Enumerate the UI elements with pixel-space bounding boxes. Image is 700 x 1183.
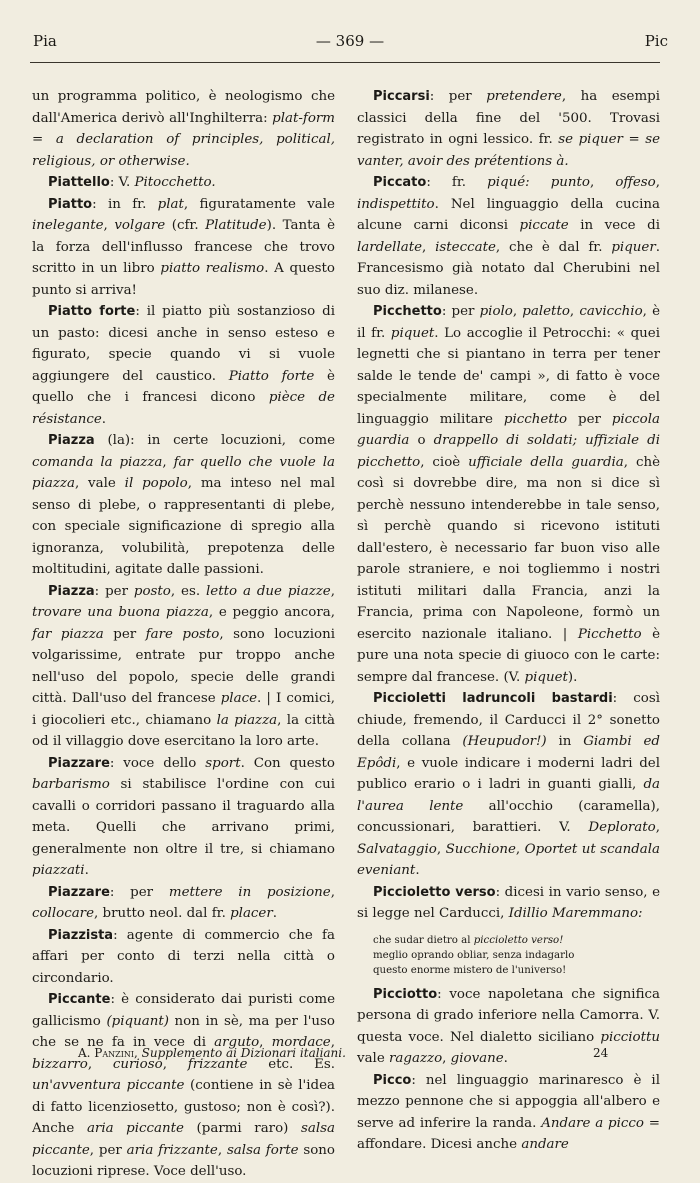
italic-text: inelegante bbox=[32, 218, 104, 233]
body-text: . bbox=[503, 1051, 508, 1066]
italic-text: aria frizzante bbox=[126, 1142, 218, 1158]
headword: Piatto bbox=[48, 196, 93, 212]
italic-text: far quello che vuole la piazza bbox=[32, 454, 335, 491]
left-column bbox=[32, 86, 335, 1183]
italic-text: la piazza bbox=[216, 712, 278, 728]
italic-text: pièce de résistance bbox=[32, 390, 335, 427]
body-text: . Lo accoglie il Petrocchi: « quei legnetti che si piantano in terra per tener salde le tende de' campi », di fatto è voce specialmente militare, come è del linguaggio militare bbox=[357, 325, 660, 427]
body-text: : per bbox=[429, 89, 487, 104]
body-text: : agente di commercio che fa affari per conto di terzi nella città o circondario. bbox=[32, 927, 335, 986]
italic-text: barbarismo bbox=[32, 777, 110, 792]
italic-text: plat-form = a declaration of principles, political, religious, or otherwise. bbox=[32, 110, 335, 169]
body-text: , per bbox=[89, 1142, 127, 1158]
body-text: , è il fr. bbox=[357, 304, 660, 341]
body-text: (contiene in sè l'idea di fatto licenziosetto, gustoso; non è così?). Anche bbox=[32, 1078, 335, 1136]
body-text: o bbox=[409, 433, 434, 448]
headword: Piccante bbox=[48, 992, 111, 1007]
body-text: (cfr. bbox=[165, 218, 206, 233]
body-text: , bbox=[162, 1056, 188, 1072]
italic-text: piquet bbox=[524, 669, 568, 685]
body-text: per bbox=[567, 411, 612, 427]
body-text: : per bbox=[94, 583, 134, 599]
page-number: — 369 — bbox=[315, 32, 385, 50]
dictionary-entry bbox=[357, 1070, 660, 1156]
body-text: . A questo punto si arriva! bbox=[32, 261, 335, 298]
body-text: , bbox=[217, 1142, 227, 1158]
dictionary-entry bbox=[32, 989, 335, 1183]
right-column bbox=[357, 86, 660, 1156]
body-text: : è considerato dai puristi come gallicismo bbox=[32, 992, 335, 1029]
dictionary-entry bbox=[357, 172, 660, 301]
body-text: , bbox=[422, 239, 436, 255]
footer-imprint bbox=[78, 1046, 346, 1060]
italic-text: aria piccante bbox=[86, 1121, 184, 1136]
headword: Piazzista bbox=[48, 927, 114, 943]
dictionary-entry bbox=[32, 925, 335, 990]
body-text: : il piatto più sostanzioso di un pasto: dicesi anche in senso esteso e figurato, specie quando vi si vuole aggiungere del caustico. bbox=[32, 304, 335, 384]
dictionary-entry bbox=[357, 86, 660, 172]
body-text: (parmi raro) bbox=[183, 1121, 301, 1136]
italic-text: mettere in posizione bbox=[168, 884, 331, 900]
italic-text: piquer bbox=[611, 239, 656, 255]
body-text: , bbox=[569, 304, 580, 319]
dictionary-entry bbox=[32, 581, 335, 753]
body-text: ). bbox=[567, 669, 578, 685]
body-text: è quello che i francesi dicono bbox=[32, 368, 335, 405]
italic-text: isteccate bbox=[435, 239, 496, 255]
italic-text: far piazza bbox=[32, 626, 104, 642]
body-text: , bbox=[162, 454, 174, 470]
body-text: , brutto neol. dal fr. bbox=[94, 906, 231, 921]
headword: Piccarsi bbox=[373, 89, 430, 104]
body-text: questo enorme mistero de l'universo! bbox=[373, 964, 567, 976]
body-text: . Nel linguaggio della cucina alcune carni diconsi bbox=[357, 196, 660, 233]
verse-line bbox=[373, 933, 660, 948]
body-text: , chè così si dovrebbe dire, ma non si dice sì perchè nessuno intenderebbe in tale senso, sì perchè quando si ricevono istituti dall'estero, è necessario far buon viso alle parole straniere, e noi togliemmo i nostri istituti militari dalla Francia, anzi la Francia, prima con Napoleone, formò un esercito nazionale italiano. | bbox=[357, 454, 661, 642]
headword: Piccato bbox=[373, 175, 427, 190]
body-text: per bbox=[103, 626, 146, 642]
italic-text: Deplorato bbox=[588, 820, 656, 835]
body-text: , bbox=[87, 1056, 113, 1072]
headword: Picchetto bbox=[373, 304, 442, 319]
body-text: , ha esempi classici della fine del '500. Trovasi registrato in ogni lessico. fr. bbox=[357, 89, 660, 147]
italic-text: (piquant) bbox=[106, 1013, 169, 1029]
headword: Piazza bbox=[48, 583, 95, 599]
italic-text: piazzati bbox=[32, 863, 85, 878]
italic-text: piccate bbox=[519, 218, 569, 233]
italic-text: piccola guardia bbox=[357, 411, 660, 448]
body-text: , e vuole indicare i moderni ladri del publico erario o i ladri in guanti gialli, bbox=[357, 755, 660, 792]
body-text: è pure una nota specie di giuoco con le carte: sempre dal francese. (V. bbox=[357, 626, 661, 685]
body-text: . bbox=[101, 411, 107, 427]
italic-text: pretendere bbox=[486, 89, 562, 104]
verse-line bbox=[373, 963, 660, 978]
dictionary-entry bbox=[357, 688, 660, 882]
dictionary-entry bbox=[32, 194, 335, 302]
italic-text: bizzarro bbox=[32, 1056, 88, 1072]
body-text: . Con questo bbox=[240, 755, 335, 771]
italic-text: plat bbox=[157, 196, 184, 212]
headword: Picco bbox=[373, 1072, 412, 1088]
dictionary-entry bbox=[32, 430, 335, 581]
body-text: : dicesi in vario senso, e si legge nel Carducci, bbox=[357, 884, 660, 921]
headword: Piccioletto verso bbox=[373, 884, 496, 900]
italic-text: andare bbox=[521, 1137, 569, 1152]
body-text: , bbox=[655, 175, 660, 190]
body-text: (la): in certe locuzioni, come bbox=[94, 433, 335, 448]
italic-text: piquet bbox=[390, 325, 435, 341]
italic-text: il popolo bbox=[124, 476, 188, 491]
body-text: : V. bbox=[109, 175, 135, 190]
body-text: , vale bbox=[74, 476, 125, 491]
body-text: , ma inteso nel mal senso di plebe, o rappresentanti di plebe, con speciale significazione di spregio alla ignoranza, volubilità, prepotenza delle moltitudini, agitate dalle passioni. bbox=[32, 476, 336, 577]
footer-title: Supplemento ai Dizionari italiani. bbox=[141, 1046, 346, 1060]
body-text: : voce dello bbox=[109, 755, 206, 771]
dictionary-entry bbox=[32, 172, 335, 194]
body-text: , bbox=[436, 841, 446, 857]
italic-text: Platitude bbox=[205, 218, 267, 233]
italic-text: posto bbox=[133, 583, 171, 599]
body-text: , bbox=[330, 583, 335, 599]
italic-text: placer bbox=[230, 906, 273, 921]
italic-text: place bbox=[220, 691, 257, 706]
body-text: , e peggio ancora, bbox=[208, 605, 336, 620]
body-text: , bbox=[330, 884, 335, 900]
italic-text: ragazzo bbox=[389, 1051, 443, 1066]
italic-text: arguto bbox=[214, 1035, 260, 1050]
italic-text: da l'aurea lente bbox=[357, 777, 660, 814]
italic-text: trovare una buona piazza bbox=[32, 605, 209, 620]
body-text: , figuratamente vale bbox=[183, 196, 335, 212]
footer-signature: 24 bbox=[593, 1046, 609, 1060]
dictionary-entry bbox=[357, 882, 660, 925]
italic-text: (Heupudor!) bbox=[462, 734, 547, 749]
headword: Piatto forte bbox=[48, 304, 136, 319]
body-text: , sono locuzioni volgarissime, entrate pur troppo anche nell'uso del popolo, specie delle grandi città. Dall'uso del francese bbox=[32, 626, 335, 706]
headword: Piazza bbox=[48, 433, 95, 448]
verse-quote bbox=[373, 933, 660, 978]
italic-text: se piquer = se vanter, avoir des prétentions à. bbox=[357, 132, 660, 169]
italic-text: Salvataggio bbox=[357, 841, 437, 857]
body-text: : così chiude, fremendo, il Carducci il 2° sonetto della collana bbox=[357, 691, 660, 749]
headword: Picciotto bbox=[373, 986, 438, 1002]
italic-text: Oportet ut scandala eveniant bbox=[357, 841, 661, 878]
headword: Piccioletti ladruncoli bastardi bbox=[373, 691, 613, 706]
verse-line bbox=[373, 948, 660, 963]
body-text: . | I comici, i giocolieri etc., chiamano bbox=[32, 691, 335, 728]
dictionary-entry bbox=[357, 301, 660, 688]
body-text: ). Tanta è la forza dell'influsso francese che trovo scritto in un libro bbox=[32, 218, 335, 276]
body-text: . bbox=[84, 863, 89, 878]
italic-text: offeso bbox=[615, 175, 656, 190]
body-text: . bbox=[272, 906, 278, 921]
body-text: che sudar dietro al bbox=[373, 934, 474, 946]
body-text: vale bbox=[357, 1051, 390, 1066]
italic-text: ufficiale della guardia bbox=[468, 454, 624, 470]
body-text: , bbox=[330, 1035, 335, 1050]
italic-text: Picchetto bbox=[577, 626, 642, 642]
body-text: : fr. bbox=[426, 175, 488, 190]
italic-text: curioso bbox=[112, 1056, 163, 1072]
body-text: all'occhio (caramella), concussionari, barattieri. V. bbox=[357, 798, 660, 835]
italic-text: piccioletto verso! bbox=[473, 934, 564, 946]
header-left-guideword: Pia bbox=[33, 32, 57, 50]
body-text: : in fr. bbox=[92, 196, 158, 212]
body-text: si stabilisce l'ordine con cui cavalli o corridori passano il traguardo alla meta. Quelli che arrivano primi, generalmente non oltre il tre, si chiamano bbox=[32, 777, 335, 857]
dictionary-entry bbox=[32, 753, 335, 882]
body-text: , che è dal fr. bbox=[495, 239, 612, 255]
italic-text: fare posto bbox=[145, 626, 220, 642]
italic-text: Giambi ed Epôdi bbox=[357, 734, 660, 771]
dictionary-entry bbox=[32, 301, 335, 430]
body-text: : per bbox=[109, 884, 169, 900]
header-right-guideword: Pic bbox=[644, 32, 668, 50]
italic-text: indispettito bbox=[357, 196, 435, 212]
italic-text: piolo bbox=[479, 304, 513, 319]
body-text: , es. bbox=[170, 583, 206, 599]
body-text: un programma politico, è neologismo che dall'America derivò all'Inghilterra: bbox=[32, 89, 335, 126]
body-text: meglio oprando obliar, senza indagarlo bbox=[373, 949, 575, 961]
body-text: : per bbox=[441, 304, 480, 319]
italic-text: Pitocchetto. bbox=[134, 175, 216, 190]
italic-text: comanda la piazza bbox=[32, 454, 163, 470]
italic-text: piqué: punto bbox=[487, 175, 590, 190]
headword: Piazzare bbox=[48, 884, 110, 900]
body-text: in bbox=[546, 734, 584, 749]
dictionary-entry bbox=[357, 984, 660, 1070]
italic-text: picciottu bbox=[600, 1029, 660, 1045]
italic-text: letto a due piazze bbox=[206, 583, 331, 599]
body-text: , bbox=[655, 820, 660, 835]
italic-text: drappello di soldati; uffiziale di picchetto bbox=[357, 433, 660, 470]
italic-text: lardellate bbox=[357, 239, 423, 255]
body-text: = affondare. Dicesi anche bbox=[357, 1115, 660, 1152]
italic-text: frizzante bbox=[187, 1056, 248, 1072]
body-text: , bbox=[589, 175, 616, 190]
body-text: , bbox=[442, 1051, 451, 1066]
body-text: . bbox=[415, 863, 420, 878]
body-text: etc. Es. bbox=[247, 1056, 335, 1072]
italic-text: sport bbox=[205, 755, 241, 771]
italic-text: salsa piccante bbox=[32, 1121, 335, 1158]
italic-text: cavicchio bbox=[579, 304, 643, 319]
header-rule bbox=[30, 62, 660, 63]
body-text: : voce napoletana che significa persona di grado inferiore nella Camorra. V. questa voce. Nel dialetto siciliano bbox=[357, 986, 660, 1045]
italic-text: un'avventura piccante bbox=[32, 1078, 185, 1093]
italic-text: Idillio Maremmano: bbox=[508, 906, 643, 921]
dictionary-entry bbox=[32, 882, 335, 925]
italic-text: collocare bbox=[32, 906, 94, 921]
body-text: . Francesismo già notato dal Cherubini nel suo diz. milanese. bbox=[357, 239, 660, 298]
italic-text: paletto bbox=[522, 304, 570, 319]
italic-text: volgare bbox=[114, 218, 166, 233]
body-text: , bbox=[259, 1035, 272, 1050]
italic-text: picchetto bbox=[503, 411, 568, 427]
italic-text: giovane bbox=[450, 1051, 504, 1066]
body-text: , bbox=[515, 841, 525, 857]
entry-continuation bbox=[32, 86, 335, 172]
body-text: , bbox=[103, 218, 115, 233]
italic-text: salsa forte bbox=[226, 1142, 299, 1158]
headword: Piattello bbox=[48, 175, 110, 190]
italic-text: Succhione bbox=[445, 841, 516, 857]
italic-text: Andare a picco bbox=[541, 1115, 644, 1131]
body-text: , bbox=[512, 304, 523, 319]
italic-text: mordace bbox=[271, 1035, 331, 1050]
body-text: , cioè bbox=[420, 454, 469, 470]
italic-text: Piatto forte bbox=[228, 368, 315, 384]
body-text: : nel linguaggio marinaresco è il mezzo pennone che si appoggia all'albero e serve ad inferire la randa. bbox=[357, 1072, 660, 1131]
body-text: in vece di bbox=[568, 218, 660, 233]
footer-author: A. Panzini, bbox=[78, 1046, 138, 1060]
italic-text: piatto realismo bbox=[160, 261, 265, 276]
body-text: sono locuzioni riprese. Voce dell'uso. bbox=[32, 1142, 335, 1179]
body-text: , la città od il villaggio dove esercitano la loro arte. bbox=[32, 712, 335, 749]
body-text: non in sè, ma per l'uso che se ne fa in vece di bbox=[32, 1013, 335, 1050]
headword: Piazzare bbox=[48, 755, 110, 771]
